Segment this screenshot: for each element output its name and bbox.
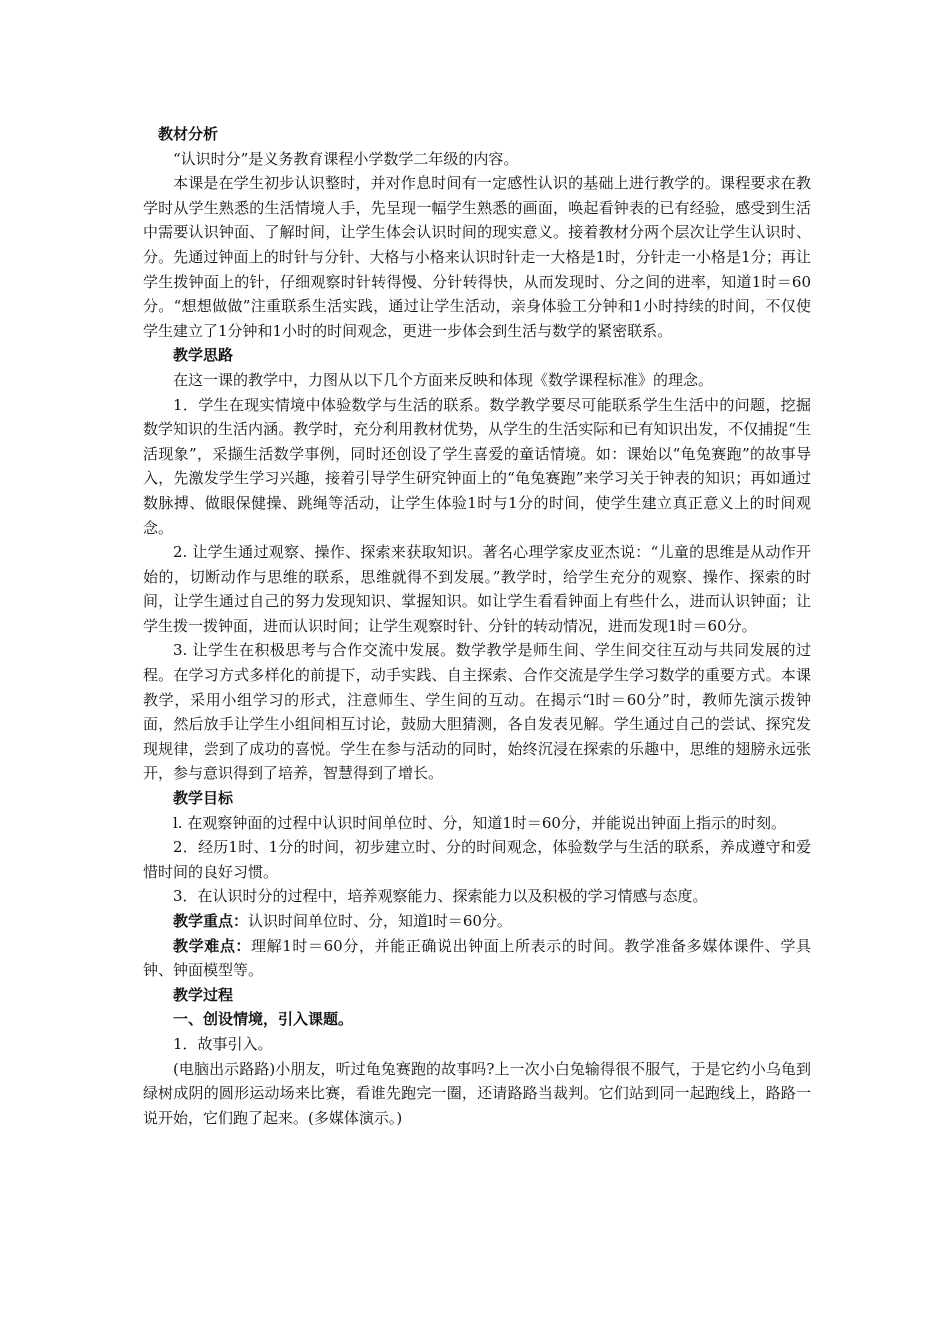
key-point-paragraph [143, 909, 811, 934]
list-item: 3. 让学生在积极思考与合作交流中发展。数学教学是师生间、学生间交往互动与共同发展的过程。在学习方式多样化的前提下，动手实践、自主探索、合作交流是学生学习数学的重要方式。本课教学，采用小组学习的形式，注意师生、学生间的互动。在揭示“l时＝60分”时，教师先演示拨钟面，然后放手让学生小组间相互讨论，鼓励大胆猜测，各自发表见解。学生通过自己的尝试、探究发现规律，尝到了成功的喜悦。学生在参与活动的同时，始终沉浸在探索的乐趣中，思维的翅膀永远张开，参与意识得到了培养，智慧得到了增长。 [143, 641, 811, 783]
key-point-label: 教学重点： [173, 912, 249, 930]
difficulty-label: 教学难点： [173, 936, 252, 955]
list-item: 2. 让学生通过观察、操作、探索来获取知识。著名心理学家皮亚杰说：“儿童的思维是从动作开始的，切断动作与思维的联系，思维就得不到发展。”教学时，给学生充分的观察、操作、探索的时间，让学生通过自己的努力发现知识、掌握知识。如让学生看看钟面上有些什么，进而认识钟面；让学生拨一拨钟面，进而认识时间；让学生观察时针、分针的转动情况，进而发现1时＝60分。 [143, 543, 811, 635]
paragraph: 在这一课的教学中，力图从以下几个方面来反映和体现《数学课程标准》的理念。 [173, 370, 714, 389]
subheading-step-one: 一、创设情境，引入课题。 [173, 1010, 354, 1029]
heading-teaching-goals: 教学目标 [173, 789, 234, 808]
list-item: 1．学生在现实情境中体验数学与生活的联系。数学教学要尽可能联系学生生活中的问题，挖掘数学知识的生活内涵。教学时，充分利用教材优势，从学生的生活实际和已有知识出发，不仅捕捉“生活现象”，采撷生活数学事例，同时还创设了学生喜爱的童话情境。如：课始以“龟兔赛跑”的故事导入，先激发学生学习兴趣，接着引导学生研究钟面上的“龟兔赛跑”来学习关于钟表的知识；再如通过数脉搏、做眼保健操、跳绳等活动，让学生体验1时与1分的时间，使学生建立真正意义上的时间观念。 [143, 395, 811, 537]
list-item: 3．在认识时分的过程中，培养观察能力、探索能力以及积极的学习情感与态度。 [173, 887, 708, 906]
heading-teaching-approach: 教学思路 [173, 346, 234, 365]
list-item: l. 在观察钟面的过程中认识时间单位时、分，知道1时＝60分，并能说出钟面上指示的时刻。 [173, 813, 786, 832]
difficulty-text: 理解1时＝60分，并能正确说出钟面上所表示的时间。教学准备多媒体课件、学具钟、钟面模型等。 [143, 936, 811, 980]
heading-textbook-analysis: 教材分析 [158, 125, 219, 143]
key-point-text: 认识时间单位时、分，知道l时＝60分。 [248, 912, 512, 930]
paragraph: (电脑出示路路)小朋友，听过龟兔赛跑的故事吗?上一次小白兔输得很不服气，于是它约小乌龟到绿树成阴的圆形运动场来比赛，看谁先跑完一圈，还请路路当裁判。它们站到同一起跑线上，路路一说开始，它们跑了起来。(多媒体演示。) [143, 1059, 811, 1127]
paragraph: 本课是在学生初步认识整时，并对作息时间有一定感性认识的基础上进行教学的。课程要求在教学时从学生熟悉的生活情境人手，先呈现一幅学生熟悉的画面，唤起看钟表的已有经验，感受到生活中需要认识钟面、了解时间，让学生体会认识时间的现实意义。接着教材分两个层次让学生认识时、分。先通过钟面上的时针与分针、大格与小格来认识时针走一大格是1时，分针走一小格是1分；再让学生拨钟面上的针，仔细观察时针转得慢、分针转得快，从而发现时、分之间的进率，知道1时＝60分。“想想做做”注重联系生活实践，通过让学生活动，亲身体验工分钟和1小时持续的时间，不仅使学生建立了1分钟和1小时的时间观念，更进一步体会到生活与数学的紧密联系。 [143, 174, 811, 340]
document-page [143, 122, 811, 1130]
paragraph: “认识时分”是义务教育课程小学数学二年级的内容。 [173, 149, 519, 168]
difficulty-paragraph [143, 934, 811, 983]
list-item: 1．故事引入。 [173, 1034, 273, 1053]
list-item: 2．经历1时、1分的时间，初步建立时、分的时间观念，体验数学与生活的联系，养成遵守和爱惜时间的良好习惯。 [143, 838, 811, 881]
heading-teaching-process: 教学过程 [173, 985, 234, 1004]
